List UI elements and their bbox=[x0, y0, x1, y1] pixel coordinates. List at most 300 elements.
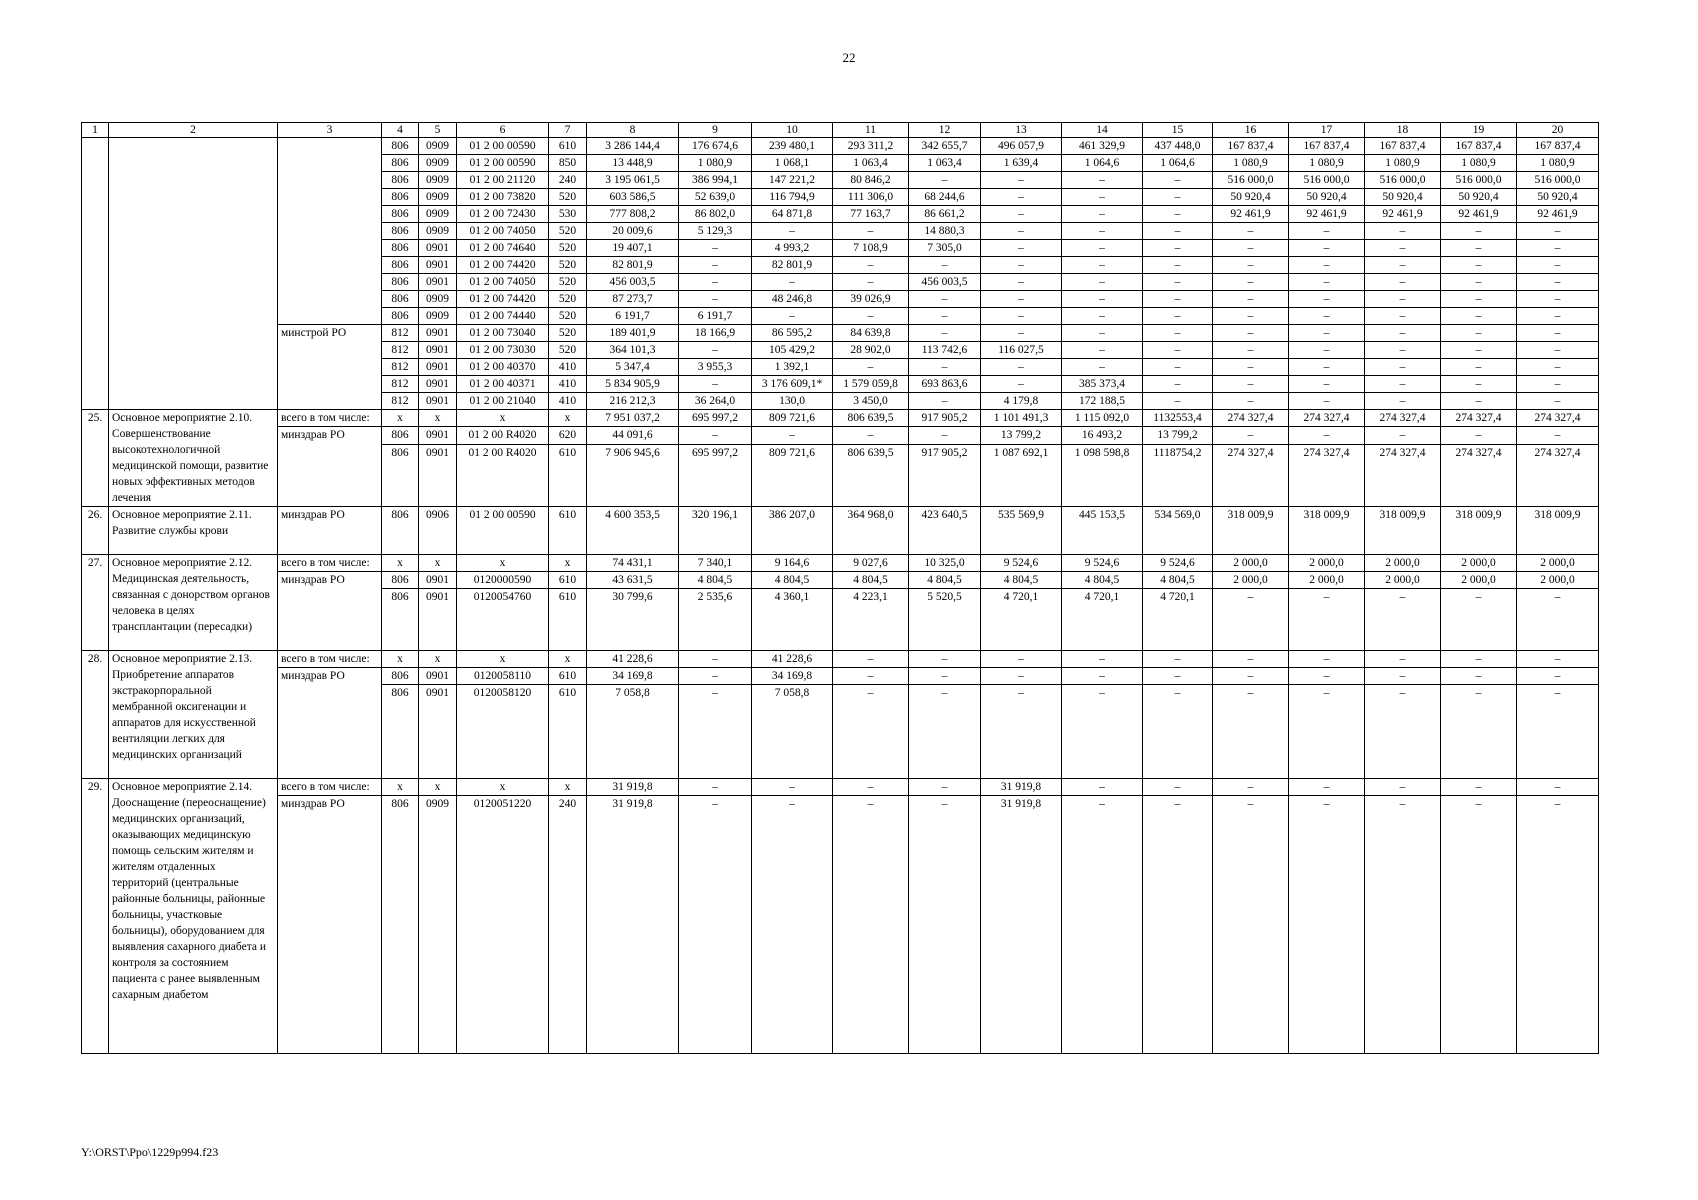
column-number-header: 10 bbox=[752, 123, 833, 138]
col12-cell: 917 905,2 bbox=[909, 410, 981, 427]
col11-cell: 1 579 059,8 bbox=[833, 376, 909, 393]
col14-cell: – bbox=[1062, 223, 1143, 240]
executor-cell bbox=[278, 138, 382, 325]
col12-cell: – bbox=[909, 668, 981, 685]
budget-table-container bbox=[81, 122, 1599, 1054]
col20-cell: 167 837,4 bbox=[1517, 138, 1599, 155]
column-number-header: 8 bbox=[587, 123, 679, 138]
col18-cell: – bbox=[1365, 325, 1441, 342]
col9-cell: – bbox=[679, 685, 752, 779]
col6-cell: x bbox=[457, 779, 549, 796]
col12-cell: – bbox=[909, 779, 981, 796]
col15-cell: – bbox=[1143, 359, 1213, 376]
col12-cell: – bbox=[909, 291, 981, 308]
col18-cell: – bbox=[1365, 291, 1441, 308]
col18-cell: – bbox=[1365, 274, 1441, 291]
col9-cell: 320 196,1 bbox=[679, 507, 752, 555]
col12-cell: – bbox=[909, 308, 981, 325]
col15-cell: – bbox=[1143, 668, 1213, 685]
col7-cell: 520 bbox=[549, 189, 587, 206]
col10-cell: 34 169,8 bbox=[752, 668, 833, 685]
col15-cell: 437 448,0 bbox=[1143, 138, 1213, 155]
col20-cell: – bbox=[1517, 427, 1599, 445]
col17-cell: – bbox=[1289, 359, 1365, 376]
row-number-cell: 25. bbox=[82, 410, 109, 507]
col12-cell: – bbox=[909, 427, 981, 445]
col17-cell: 274 327,4 bbox=[1289, 410, 1365, 427]
col15-cell: 9 524,6 bbox=[1143, 555, 1213, 572]
col12-cell: 7 305,0 bbox=[909, 240, 981, 257]
col8-cell: 216 212,3 bbox=[587, 393, 679, 410]
col13-cell: – bbox=[981, 668, 1062, 685]
col11-cell: – bbox=[833, 427, 909, 445]
col4-cell: 812 bbox=[382, 393, 419, 410]
col13-cell: – bbox=[981, 308, 1062, 325]
col15-cell: – bbox=[1143, 393, 1213, 410]
col17-cell: – bbox=[1289, 796, 1365, 1054]
col14-cell: – bbox=[1062, 325, 1143, 342]
col10-cell: – bbox=[752, 796, 833, 1054]
col18-cell: – bbox=[1365, 427, 1441, 445]
event-name-cell bbox=[109, 138, 278, 410]
col5-cell: 0909 bbox=[419, 155, 457, 172]
table-row bbox=[82, 427, 1599, 445]
col5-cell: 0901 bbox=[419, 257, 457, 274]
col12-cell: 68 244,6 bbox=[909, 189, 981, 206]
col20-cell: 92 461,9 bbox=[1517, 206, 1599, 223]
col14-cell: – bbox=[1062, 189, 1143, 206]
col17-cell: 516 000,0 bbox=[1289, 172, 1365, 189]
col11-cell: 364 968,0 bbox=[833, 507, 909, 555]
col11-cell: 80 846,2 bbox=[833, 172, 909, 189]
col8-cell: 456 003,5 bbox=[587, 274, 679, 291]
col8-cell: 74 431,1 bbox=[587, 555, 679, 572]
col18-cell: 318 009,9 bbox=[1365, 507, 1441, 555]
col6-cell: 01 2 00 74050 bbox=[457, 274, 549, 291]
col17-cell: 274 327,4 bbox=[1289, 445, 1365, 507]
col10-cell: 4 360,1 bbox=[752, 589, 833, 651]
col5-cell: 0901 bbox=[419, 427, 457, 445]
col20-cell: 1 080,9 bbox=[1517, 155, 1599, 172]
col19-cell: 274 327,4 bbox=[1441, 445, 1517, 507]
col19-cell: – bbox=[1441, 223, 1517, 240]
col20-cell: – bbox=[1517, 589, 1599, 651]
col9-cell: 86 802,0 bbox=[679, 206, 752, 223]
col15-cell: – bbox=[1143, 685, 1213, 779]
col9-cell: – bbox=[679, 240, 752, 257]
col12-cell: – bbox=[909, 685, 981, 779]
col6-cell: 01 2 00 00590 bbox=[457, 138, 549, 155]
col19-cell: – bbox=[1441, 393, 1517, 410]
table-row bbox=[82, 410, 1599, 427]
col20-cell: – bbox=[1517, 779, 1599, 796]
col14-cell: – bbox=[1062, 257, 1143, 274]
column-number-header: 16 bbox=[1213, 123, 1289, 138]
col11-cell: 9 027,6 bbox=[833, 555, 909, 572]
col12-cell: 10 325,0 bbox=[909, 555, 981, 572]
col17-cell: 92 461,9 bbox=[1289, 206, 1365, 223]
col16-cell: – bbox=[1213, 291, 1289, 308]
col12-cell: 423 640,5 bbox=[909, 507, 981, 555]
col16-cell: 1 080,9 bbox=[1213, 155, 1289, 172]
column-number-header: 15 bbox=[1143, 123, 1213, 138]
col13-cell: – bbox=[981, 274, 1062, 291]
col16-cell: 92 461,9 bbox=[1213, 206, 1289, 223]
col11-cell: 3 450,0 bbox=[833, 393, 909, 410]
col20-cell: 274 327,4 bbox=[1517, 410, 1599, 427]
col5-cell: x bbox=[419, 555, 457, 572]
col5-cell: 0901 bbox=[419, 342, 457, 359]
col6-cell: 01 2 00 40371 bbox=[457, 376, 549, 393]
col12-cell: 113 742,6 bbox=[909, 342, 981, 359]
col4-cell: 806 bbox=[382, 155, 419, 172]
col10-cell: 1 392,1 bbox=[752, 359, 833, 376]
col9-cell: – bbox=[679, 274, 752, 291]
col19-cell: 516 000,0 bbox=[1441, 172, 1517, 189]
col18-cell: 2 000,0 bbox=[1365, 572, 1441, 589]
col5-cell: 0909 bbox=[419, 308, 457, 325]
col15-cell: – bbox=[1143, 206, 1213, 223]
col6-cell: 0120051220 bbox=[457, 796, 549, 1054]
col12-cell: 5 520,5 bbox=[909, 589, 981, 651]
col17-cell: – bbox=[1289, 589, 1365, 651]
col19-cell: – bbox=[1441, 291, 1517, 308]
col11-cell: 7 108,9 bbox=[833, 240, 909, 257]
col16-cell: 2 000,0 bbox=[1213, 572, 1289, 589]
col16-cell: 50 920,4 bbox=[1213, 189, 1289, 206]
col19-cell: 2 000,0 bbox=[1441, 572, 1517, 589]
col6-cell: 01 2 00 74050 bbox=[457, 223, 549, 240]
col12-cell: 342 655,7 bbox=[909, 138, 981, 155]
col9-cell: 695 997,2 bbox=[679, 410, 752, 427]
col17-cell: – bbox=[1289, 342, 1365, 359]
col10-cell: 41 228,6 bbox=[752, 651, 833, 668]
col10-cell: – bbox=[752, 274, 833, 291]
col20-cell: 50 920,4 bbox=[1517, 189, 1599, 206]
col12-cell: 1 063,4 bbox=[909, 155, 981, 172]
col16-cell: – bbox=[1213, 393, 1289, 410]
col10-cell: 1 068,1 bbox=[752, 155, 833, 172]
column-number-header: 4 bbox=[382, 123, 419, 138]
col18-cell: – bbox=[1365, 393, 1441, 410]
col10-cell: 86 595,2 bbox=[752, 325, 833, 342]
col5-cell: x bbox=[419, 410, 457, 427]
col10-cell: – bbox=[752, 223, 833, 240]
col4-cell: 806 bbox=[382, 445, 419, 507]
col16-cell: – bbox=[1213, 376, 1289, 393]
col13-cell: – bbox=[981, 359, 1062, 376]
col17-cell: – bbox=[1289, 308, 1365, 325]
col6-cell: 01 2 00 00590 bbox=[457, 155, 549, 172]
col11-cell: 4 223,1 bbox=[833, 589, 909, 651]
col11-cell: – bbox=[833, 274, 909, 291]
col5-cell: 0909 bbox=[419, 223, 457, 240]
event-name-cell: Основное мероприятие 2.10. Совершенствование высокотехнологичной медицинской помощи, развитие новых эффективных методов лечения bbox=[109, 410, 278, 507]
col8-cell: 7 906 945,6 bbox=[587, 445, 679, 507]
event-name-cell: Основное мероприятие 2.11. Развитие службы крови bbox=[109, 507, 278, 555]
col12-cell: – bbox=[909, 796, 981, 1054]
col19-cell: 50 920,4 bbox=[1441, 189, 1517, 206]
col13-cell: 1 087 692,1 bbox=[981, 445, 1062, 507]
col7-cell: 520 bbox=[549, 342, 587, 359]
col17-cell: – bbox=[1289, 427, 1365, 445]
col13-cell: 9 524,6 bbox=[981, 555, 1062, 572]
col18-cell: – bbox=[1365, 796, 1441, 1054]
col8-cell: 3 195 061,5 bbox=[587, 172, 679, 189]
col18-cell: – bbox=[1365, 359, 1441, 376]
col16-cell: 274 327,4 bbox=[1213, 445, 1289, 507]
col16-cell: – bbox=[1213, 308, 1289, 325]
col7-cell: 240 bbox=[549, 796, 587, 1054]
col18-cell: 274 327,4 bbox=[1365, 445, 1441, 507]
col20-cell: – bbox=[1517, 651, 1599, 668]
col18-cell: – bbox=[1365, 668, 1441, 685]
budget-table bbox=[81, 122, 1599, 1054]
col11-cell: – bbox=[833, 779, 909, 796]
col11-cell: 1 063,4 bbox=[833, 155, 909, 172]
table-row bbox=[82, 325, 1599, 342]
col11-cell: – bbox=[833, 685, 909, 779]
executor-cell: минздрав РО bbox=[278, 427, 382, 507]
col4-cell: 806 bbox=[382, 138, 419, 155]
col19-cell: – bbox=[1441, 589, 1517, 651]
col15-cell: 4 804,5 bbox=[1143, 572, 1213, 589]
col8-cell: 4 600 353,5 bbox=[587, 507, 679, 555]
col7-cell: 520 bbox=[549, 257, 587, 274]
col17-cell: – bbox=[1289, 685, 1365, 779]
col16-cell: 274 327,4 bbox=[1213, 410, 1289, 427]
col15-cell: 1132553,4 bbox=[1143, 410, 1213, 427]
col7-cell: 410 bbox=[549, 359, 587, 376]
col4-cell: 806 bbox=[382, 668, 419, 685]
col15-cell: – bbox=[1143, 257, 1213, 274]
col4-cell: 812 bbox=[382, 359, 419, 376]
col17-cell: – bbox=[1289, 257, 1365, 274]
col8-cell: 41 228,6 bbox=[587, 651, 679, 668]
col5-cell: 0909 bbox=[419, 291, 457, 308]
event-name-cell: Основное мероприятие 2.14. Дооснащение (переоснащение) медицинских организаций, оказывающих медицинскую помощь сельским жителям и жителям отдаленных территорий (центральные районные больницы, районные больницы, участковые больницы), оборудованием для выявления сахарного диабета и контроля за состоянием пациента с ранее выявленным сахарным диабетом bbox=[109, 779, 278, 1054]
col11-cell: – bbox=[833, 257, 909, 274]
col17-cell: – bbox=[1289, 651, 1365, 668]
col18-cell: – bbox=[1365, 651, 1441, 668]
column-number-header: 9 bbox=[679, 123, 752, 138]
col19-cell: – bbox=[1441, 325, 1517, 342]
col14-cell: – bbox=[1062, 359, 1143, 376]
col16-cell: 167 837,4 bbox=[1213, 138, 1289, 155]
column-number-header: 11 bbox=[833, 123, 909, 138]
col4-cell: 806 bbox=[382, 796, 419, 1054]
col18-cell: 274 327,4 bbox=[1365, 410, 1441, 427]
col7-cell: 610 bbox=[549, 138, 587, 155]
col5-cell: 0909 bbox=[419, 138, 457, 155]
col11-cell: – bbox=[833, 308, 909, 325]
col6-cell: 01 2 00 R4020 bbox=[457, 445, 549, 507]
col16-cell: – bbox=[1213, 796, 1289, 1054]
col12-cell: 456 003,5 bbox=[909, 274, 981, 291]
col19-cell: 92 461,9 bbox=[1441, 206, 1517, 223]
col16-cell: 516 000,0 bbox=[1213, 172, 1289, 189]
col20-cell: 2 000,0 bbox=[1517, 572, 1599, 589]
col8-cell: 603 586,5 bbox=[587, 189, 679, 206]
col5-cell: 0909 bbox=[419, 172, 457, 189]
col19-cell: – bbox=[1441, 257, 1517, 274]
col7-cell: 610 bbox=[549, 685, 587, 779]
col16-cell: – bbox=[1213, 685, 1289, 779]
col20-cell: – bbox=[1517, 240, 1599, 257]
col7-cell: 610 bbox=[549, 589, 587, 651]
col16-cell: – bbox=[1213, 779, 1289, 796]
col11-cell: – bbox=[833, 651, 909, 668]
col8-cell: 777 808,2 bbox=[587, 206, 679, 223]
col7-cell: x bbox=[549, 779, 587, 796]
col19-cell: – bbox=[1441, 376, 1517, 393]
col14-cell: – bbox=[1062, 668, 1143, 685]
col20-cell: – bbox=[1517, 376, 1599, 393]
col10-cell: 105 429,2 bbox=[752, 342, 833, 359]
row-number-cell: 26. bbox=[82, 507, 109, 555]
col5-cell: 0901 bbox=[419, 274, 457, 291]
col13-cell: – bbox=[981, 206, 1062, 223]
col11-cell: – bbox=[833, 359, 909, 376]
col14-cell: 385 373,4 bbox=[1062, 376, 1143, 393]
col20-cell: – bbox=[1517, 393, 1599, 410]
col10-cell: 4 804,5 bbox=[752, 572, 833, 589]
col13-cell: – bbox=[981, 240, 1062, 257]
col17-cell: – bbox=[1289, 223, 1365, 240]
col17-cell: – bbox=[1289, 240, 1365, 257]
col14-cell: – bbox=[1062, 342, 1143, 359]
col8-cell: 5 347,4 bbox=[587, 359, 679, 376]
col4-cell: x bbox=[382, 651, 419, 668]
col11-cell: 4 804,5 bbox=[833, 572, 909, 589]
col19-cell: – bbox=[1441, 651, 1517, 668]
col4-cell: x bbox=[382, 779, 419, 796]
col14-cell: 4 804,5 bbox=[1062, 572, 1143, 589]
col4-cell: 806 bbox=[382, 223, 419, 240]
executor-cell: всего в том числе: bbox=[278, 410, 382, 427]
col14-cell: 461 329,9 bbox=[1062, 138, 1143, 155]
col4-cell: 806 bbox=[382, 427, 419, 445]
col7-cell: 620 bbox=[549, 427, 587, 445]
col17-cell: 50 920,4 bbox=[1289, 189, 1365, 206]
table-row bbox=[82, 651, 1599, 668]
col8-cell: 7 951 037,2 bbox=[587, 410, 679, 427]
col4-cell: 806 bbox=[382, 206, 419, 223]
col9-cell: – bbox=[679, 796, 752, 1054]
col4-cell: x bbox=[382, 555, 419, 572]
col12-cell: 86 661,2 bbox=[909, 206, 981, 223]
col13-cell: 31 919,8 bbox=[981, 779, 1062, 796]
col8-cell: 20 009,6 bbox=[587, 223, 679, 240]
header-row bbox=[82, 123, 1599, 138]
col8-cell: 34 169,8 bbox=[587, 668, 679, 685]
column-number-header: 13 bbox=[981, 123, 1062, 138]
col10-cell: 9 164,6 bbox=[752, 555, 833, 572]
col10-cell: 82 801,9 bbox=[752, 257, 833, 274]
col20-cell: – bbox=[1517, 325, 1599, 342]
col8-cell: 19 407,1 bbox=[587, 240, 679, 257]
col7-cell: 520 bbox=[549, 274, 587, 291]
col12-cell: 14 880,3 bbox=[909, 223, 981, 240]
col18-cell: 92 461,9 bbox=[1365, 206, 1441, 223]
col8-cell: 82 801,9 bbox=[587, 257, 679, 274]
col15-cell: – bbox=[1143, 172, 1213, 189]
col17-cell: 167 837,4 bbox=[1289, 138, 1365, 155]
col9-cell: – bbox=[679, 651, 752, 668]
col17-cell: – bbox=[1289, 393, 1365, 410]
col7-cell: x bbox=[549, 555, 587, 572]
col17-cell: 1 080,9 bbox=[1289, 155, 1365, 172]
table-row bbox=[82, 572, 1599, 589]
col20-cell: 274 327,4 bbox=[1517, 445, 1599, 507]
col15-cell: 1 064,6 bbox=[1143, 155, 1213, 172]
col12-cell: 693 863,6 bbox=[909, 376, 981, 393]
col7-cell: 610 bbox=[549, 668, 587, 685]
col9-cell: – bbox=[679, 779, 752, 796]
page-number: 22 bbox=[842, 50, 856, 65]
col5-cell: 0909 bbox=[419, 189, 457, 206]
col13-cell: 1 101 491,3 bbox=[981, 410, 1062, 427]
col6-cell: x bbox=[457, 410, 549, 427]
row-number-cell: 29. bbox=[82, 779, 109, 1054]
table-row bbox=[82, 555, 1599, 572]
col20-cell: – bbox=[1517, 257, 1599, 274]
col4-cell: 806 bbox=[382, 257, 419, 274]
col18-cell: – bbox=[1365, 223, 1441, 240]
col20-cell: – bbox=[1517, 308, 1599, 325]
col20-cell: – bbox=[1517, 274, 1599, 291]
col8-cell: 6 191,7 bbox=[587, 308, 679, 325]
col6-cell: 01 2 00 74420 bbox=[457, 291, 549, 308]
col17-cell: 2 000,0 bbox=[1289, 555, 1365, 572]
col10-cell: 4 993,2 bbox=[752, 240, 833, 257]
col15-cell: 4 720,1 bbox=[1143, 589, 1213, 651]
col6-cell: 01 2 00 40370 bbox=[457, 359, 549, 376]
col16-cell: – bbox=[1213, 257, 1289, 274]
col13-cell: – bbox=[981, 291, 1062, 308]
col9-cell: – bbox=[679, 257, 752, 274]
col15-cell: – bbox=[1143, 376, 1213, 393]
col10-cell: 130,0 bbox=[752, 393, 833, 410]
col17-cell: – bbox=[1289, 274, 1365, 291]
col16-cell: – bbox=[1213, 274, 1289, 291]
col6-cell: 01 2 00 73030 bbox=[457, 342, 549, 359]
col12-cell: – bbox=[909, 651, 981, 668]
col16-cell: – bbox=[1213, 223, 1289, 240]
col18-cell: – bbox=[1365, 685, 1441, 779]
col9-cell: 6 191,7 bbox=[679, 308, 752, 325]
col10-cell: – bbox=[752, 427, 833, 445]
col20-cell: – bbox=[1517, 223, 1599, 240]
col12-cell: 4 804,5 bbox=[909, 572, 981, 589]
col14-cell: – bbox=[1062, 274, 1143, 291]
col5-cell: 0901 bbox=[419, 572, 457, 589]
col10-cell: 386 207,0 bbox=[752, 507, 833, 555]
col10-cell: 48 246,8 bbox=[752, 291, 833, 308]
col6-cell: 01 2 00 21040 bbox=[457, 393, 549, 410]
col7-cell: 520 bbox=[549, 291, 587, 308]
col13-cell: – bbox=[981, 189, 1062, 206]
col19-cell: – bbox=[1441, 796, 1517, 1054]
col14-cell: – bbox=[1062, 206, 1143, 223]
col5-cell: 0901 bbox=[419, 376, 457, 393]
col9-cell: 18 166,9 bbox=[679, 325, 752, 342]
column-number-header: 6 bbox=[457, 123, 549, 138]
col14-cell: – bbox=[1062, 651, 1143, 668]
executor-cell: минздрав РО bbox=[278, 507, 382, 555]
column-number-header: 18 bbox=[1365, 123, 1441, 138]
col4-cell: 806 bbox=[382, 240, 419, 257]
